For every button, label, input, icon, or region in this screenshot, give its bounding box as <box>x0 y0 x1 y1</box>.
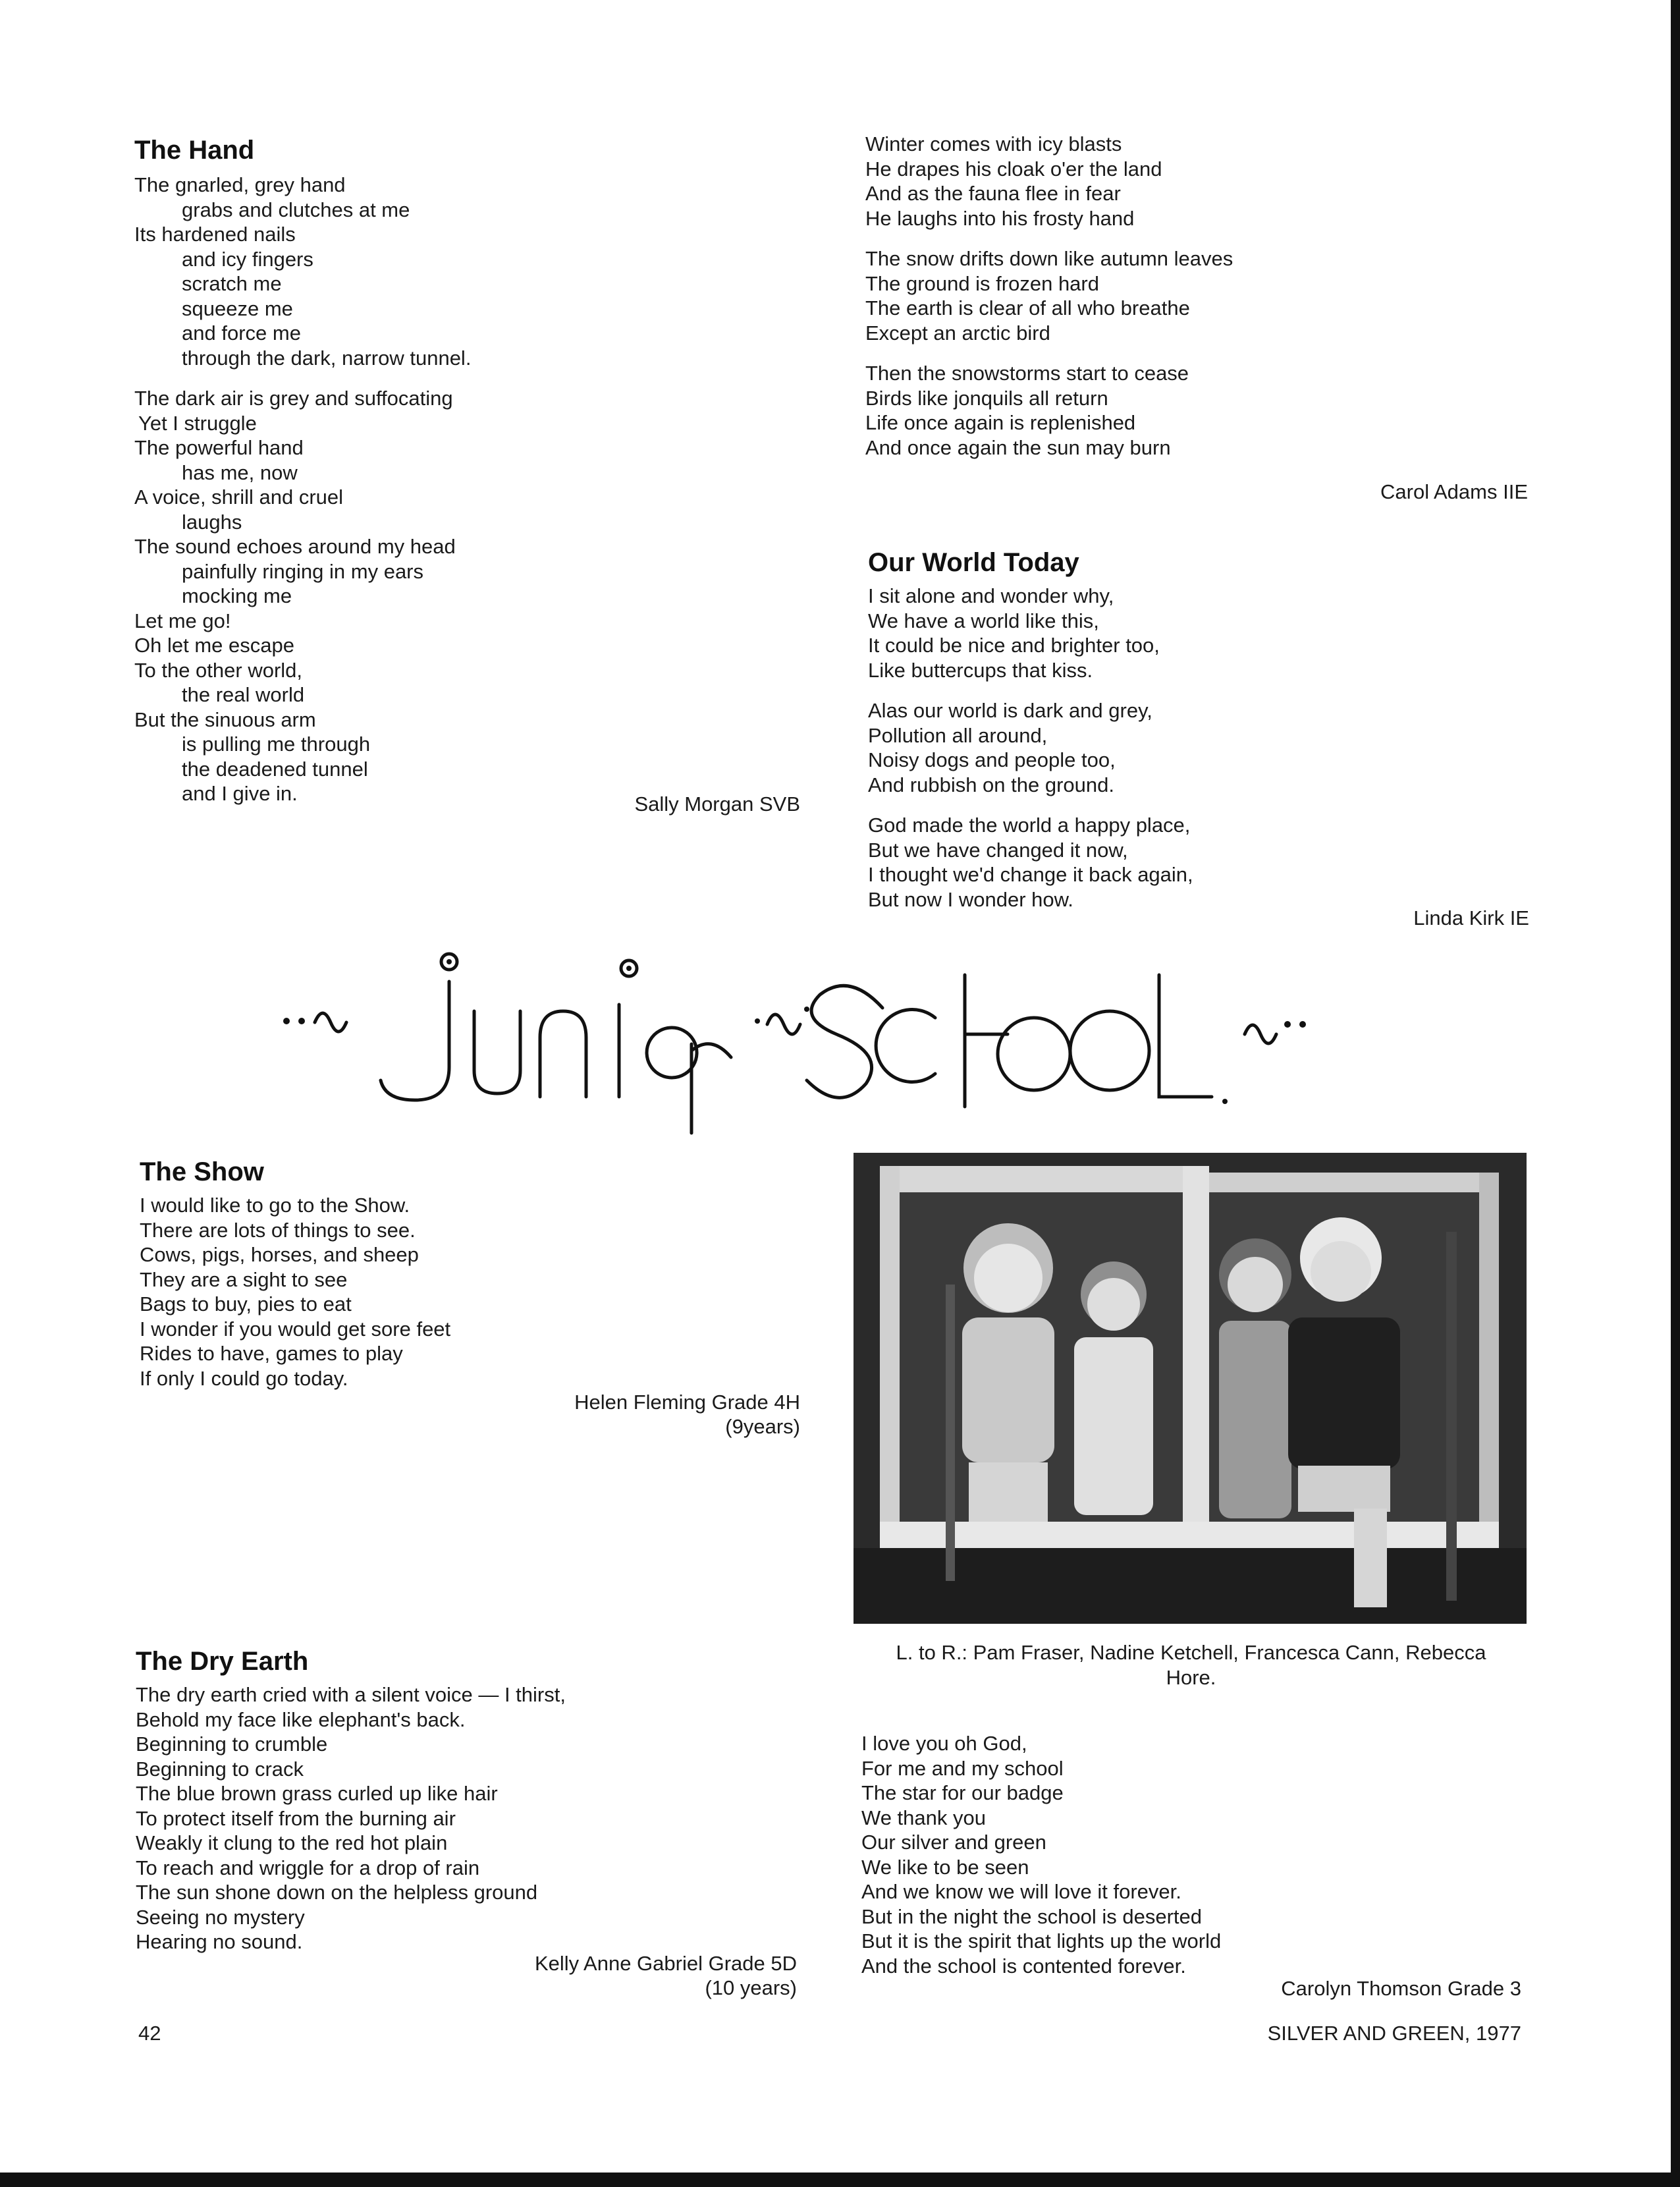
author-age: (9years) <box>725 1415 800 1438</box>
page-number: 42 <box>138 2022 161 2045</box>
poem-line: Oh let me escape <box>134 634 294 657</box>
poem-line: Behold my face like elephant's back. <box>136 1707 466 1731</box>
poem-line: Pollution all around, <box>868 723 1048 747</box>
poem-line: Winter comes with icy blasts <box>865 132 1122 155</box>
author-name: Kelly Anne Gabriel Grade 5D <box>534 1952 797 1975</box>
poem-title: The Show <box>140 1157 264 1186</box>
poem-author: Carol Adams IIE <box>1380 480 1528 503</box>
poem-line: Seeing no mystery <box>136 1905 305 1929</box>
poem-line: and force me <box>182 321 301 345</box>
caption-line: L. to R.: Pam Fraser, Nadine Ketchell, Francesca Cann, Rebecca <box>896 1641 1486 1664</box>
poem-line: Cows, pigs, horses, and sheep <box>140 1243 419 1266</box>
poem-line: The star for our badge <box>861 1781 1064 1804</box>
poem-line: But we have changed it now, <box>868 838 1128 862</box>
poem-line: To protect itself from the burning air <box>136 1806 456 1830</box>
class-photo <box>854 1153 1527 1624</box>
poem-line: squeeze me <box>182 296 293 320</box>
poem-line: And the school is contented forever. <box>861 1954 1186 1978</box>
poem-line: the deadened tunnel <box>182 757 368 781</box>
poem-line: The dark air is grey and suffocating <box>134 387 453 410</box>
photo-caption <box>854 1640 1529 1690</box>
scan-edge-bottom <box>0 2173 1680 2187</box>
poem-line: To the other world, <box>134 658 303 682</box>
poem-the-hand <box>134 133 806 806</box>
poem-line: The snow drifts down like autumn leaves <box>865 247 1233 270</box>
poem-line: has me, now <box>182 460 298 484</box>
poem-body <box>868 584 1527 912</box>
poem-line: For me and my school <box>861 1756 1064 1780</box>
poem-line: A voice, shrill and cruel <box>134 485 344 509</box>
poem-author: Sally Morgan SVB <box>634 792 800 816</box>
poem-line: through the dark, narrow tunnel. <box>182 346 472 370</box>
poem-line: Life once again is replenished <box>865 411 1136 434</box>
poem-line: Like buttercups that kiss. <box>868 658 1093 682</box>
poem-the-dry-earth <box>136 1644 801 1954</box>
poem-line: Our silver and green <box>861 1831 1046 1854</box>
poem-line: The ground is frozen hard <box>865 271 1099 295</box>
poem-line: To reach and wriggle for a drop of rain <box>136 1856 480 1879</box>
poem-body <box>136 1682 801 1954</box>
poem-line: The sound echoes around my head <box>134 535 456 558</box>
poem-line: The gnarled, grey hand <box>134 173 346 196</box>
poem-the-show <box>140 1155 798 1391</box>
poem-author: Carolyn Thomson Grade 3 <box>1281 1977 1521 2000</box>
poem-line: mocking me <box>182 584 292 607</box>
poem-line: Then the snowstorms start to cease <box>865 362 1189 385</box>
junior-school-heading <box>277 935 1436 1146</box>
caption-line: Hore. <box>1166 1666 1216 1689</box>
poem-line: There are lots of things to see. <box>140 1218 416 1242</box>
poem-line: Rides to have, games to play <box>140 1342 403 1365</box>
poem-author: Linda Kirk IE <box>1413 906 1529 929</box>
poem-line: It could be nice and brighter too, <box>868 634 1160 657</box>
poem-line: Beginning to crumble <box>136 1732 328 1756</box>
poem-author <box>461 1951 797 2000</box>
author-name: Helen Fleming Grade 4H <box>574 1391 800 1414</box>
poem-line: We like to be seen <box>861 1855 1029 1879</box>
poem-line: We thank you <box>861 1806 986 1829</box>
heading-text <box>277 935 281 936</box>
author-age: (10 years) <box>705 1976 797 1999</box>
poem-our-world-today <box>868 545 1527 912</box>
poem-line: But now I wonder how. <box>868 887 1073 911</box>
poem-line: They are a sight to see <box>140 1267 348 1291</box>
poem-line: The blue brown grass curled up like hair <box>136 1782 498 1805</box>
poem-body <box>134 173 806 806</box>
publication-title: SILVER AND GREEN, 1977 <box>1267 2022 1521 2045</box>
poem-line: And as the fauna flee in fear <box>865 182 1121 205</box>
poem-line: But in the night the school is deserted <box>861 1904 1202 1928</box>
poem-line: He laughs into his frosty hand <box>865 206 1135 230</box>
poem-line: And we know we will love it forever. <box>861 1880 1181 1903</box>
poem-line: God made the world a happy place, <box>868 814 1191 837</box>
poem-line: He drapes his cloak o'er the land <box>865 157 1162 180</box>
poem-line: Weakly it clung to the red hot plain <box>136 1831 448 1854</box>
poem-line: laughs <box>182 510 242 534</box>
poem-line: and icy fingers <box>182 247 313 271</box>
poem-line: The earth is clear of all who breathe <box>865 296 1190 319</box>
photo-illustration <box>854 1153 1527 1624</box>
poem-line: I thought we'd change it back again, <box>868 863 1193 886</box>
poem-line: But it is the spirit that lights up the world <box>861 1929 1222 1952</box>
poem-line: Its hardened nails <box>134 223 296 246</box>
poem-title: Our World Today <box>868 548 1079 577</box>
poem-author <box>461 1390 800 1439</box>
scan-edge-right <box>1671 0 1680 2187</box>
poem-line: And once again the sun may burn <box>865 435 1171 459</box>
poem-line: We have a world like this, <box>868 609 1099 632</box>
poem-line: scratch me <box>182 272 282 295</box>
poem-line: grabs and clutches at me <box>182 198 410 221</box>
poem-line: I sit alone and wonder why, <box>868 584 1114 607</box>
poem-line: Bags to buy, pies to eat <box>140 1292 352 1315</box>
poem-line: the real world <box>182 683 305 706</box>
poem-line: is pulling me through <box>182 733 371 756</box>
poem-line: I love you oh God, <box>861 1732 1027 1755</box>
poem-line: The sun shone down on the helpless ground <box>136 1881 538 1904</box>
poem-line: I wonder if you would get sore feet <box>140 1317 451 1341</box>
poem-line: And rubbish on the ground. <box>868 773 1114 796</box>
poem-i-love-you-oh-god <box>861 1731 1527 1978</box>
poem-line: and I give in. <box>182 782 298 805</box>
poem-title: The Hand <box>134 136 255 165</box>
poem-line: Let me go! <box>134 609 231 632</box>
poem-line: Birds like jonquils all return <box>865 386 1108 410</box>
poem-line: Beginning to crack <box>136 1757 304 1781</box>
poem-line: The powerful hand <box>134 436 304 459</box>
poem-line: Yet I struggle <box>138 411 257 435</box>
poem-line: Alas our world is dark and grey, <box>868 699 1152 722</box>
poem-winter <box>865 132 1524 460</box>
poem-line: If only I could go today. <box>140 1366 348 1390</box>
poem-line: Except an arctic bird <box>865 321 1050 345</box>
poem-line: I would like to go to the Show. <box>140 1194 410 1217</box>
poem-line: Hearing no sound. <box>136 1930 303 1953</box>
poem-title: The Dry Earth <box>136 1647 309 1676</box>
poem-line: Noisy dogs and people too, <box>868 748 1116 771</box>
poem-line: painfully ringing in my ears <box>182 559 424 583</box>
poem-line: The dry earth cried with a silent voice — I thirst, <box>136 1683 566 1706</box>
heading-lettering-svg <box>277 935 1436 1146</box>
poem-line: But the sinuous arm <box>134 707 316 731</box>
poem-body <box>140 1193 798 1391</box>
